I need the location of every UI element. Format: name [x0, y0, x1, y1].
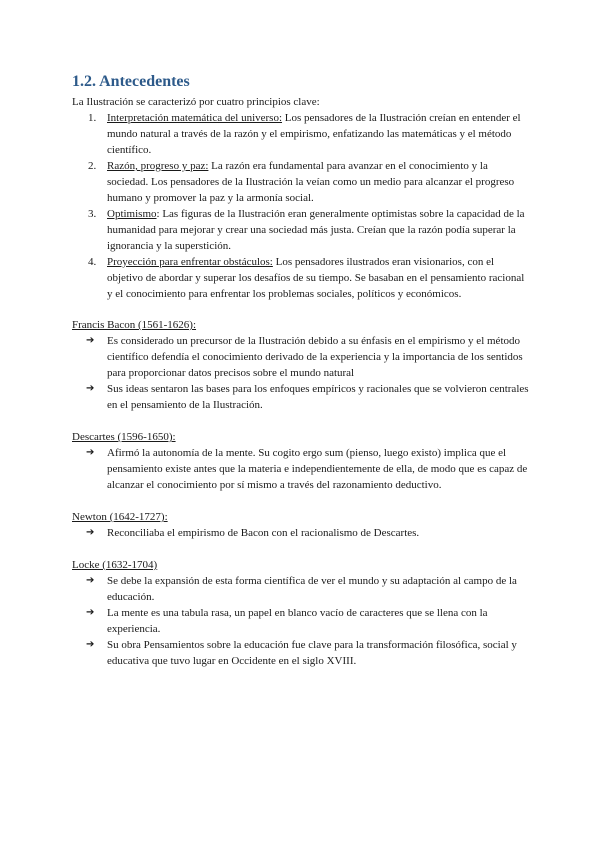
- principle-text: Los pensadores de la Ilustración creían en entender el mundo natural a través de la razón y el empirismo, enfatizando las matemáticas y el método científico.: [107, 112, 521, 156]
- principle-text: Los pensadores ilustrados eran visionarios, con el objetivo de abordar y superar los desafíos de su tiempo. Se basaban en el pensamiento racional y el conocimiento para enfrentar los problemas sociales, políticos y económicos.: [107, 256, 525, 300]
- arrow-icon: ➔: [86, 447, 95, 458]
- item-number: 3.: [88, 208, 97, 220]
- bullet-list: [72, 525, 530, 541]
- section-heading: 1.2. Antecedentes: [72, 73, 190, 90]
- bullet-item: [72, 333, 530, 381]
- principle-title: Razón, progreso y paz:: [107, 160, 209, 172]
- principle-item: [72, 254, 530, 302]
- principle-title: Optimismo: [107, 208, 157, 220]
- bullet-text: La mente es una tabula rasa, un papel en blanco vacío de caracteres que se llena con la experiencia.: [107, 607, 488, 635]
- arrow-icon: ➔: [86, 575, 95, 586]
- item-number: 1.: [88, 112, 97, 124]
- intro-text: La Ilustración se caracterizó por cuatro principios clave:: [72, 96, 320, 108]
- bullet-item: [72, 445, 530, 493]
- bullet-item: [72, 381, 530, 413]
- arrow-icon: ➔: [86, 527, 95, 538]
- bullet-text: Su obra Pensamientos sobre la educación fue clave para la transformación filosófica, social y educativa que tuvo lugar en Occidente en el siglo XVIII.: [107, 639, 517, 667]
- bullet-text: Se debe la expansión de esta forma científica de ver el mundo y su adaptación al campo de la educación.: [107, 575, 517, 603]
- bullet-text: Sus ideas sentaron las bases para los enfoques empíricos y racionales que se volvieron centrales en el pensamiento de la Ilustración.: [107, 383, 529, 411]
- arrow-icon: ➔: [86, 639, 95, 650]
- bullet-list: [72, 445, 530, 493]
- section-descartes: [72, 429, 530, 493]
- bullet-text: Reconciliaba el empirismo de Bacon con el racionalismo de Descartes.: [107, 527, 420, 539]
- bullet-text: Afirmó la autonomía de la mente. Su cogito ergo sum (pienso, luego existo) implica que el pensamiento existe antes que la materia e independientemente de ella, de modo que es capaz de alcanzar el conocimiento por sí mismo a través del razonamiento deductivo.: [107, 447, 528, 491]
- principle-title: Interpretación matemática del universo:: [107, 112, 283, 124]
- section-title: Newton (1642-1727):: [72, 511, 168, 523]
- item-number: 4.: [88, 256, 97, 268]
- bullet-item: [72, 573, 530, 605]
- section-locke: [72, 557, 530, 669]
- arrow-icon: ➔: [86, 335, 95, 346]
- bullet-item: [72, 605, 530, 637]
- document-content: [72, 72, 530, 669]
- principle-item: [72, 158, 530, 206]
- bullet-item: [72, 637, 530, 669]
- arrow-icon: ➔: [86, 383, 95, 394]
- section-bacon: [72, 317, 530, 413]
- principles-list: [72, 110, 530, 302]
- bullet-item: [72, 525, 530, 541]
- principle-item: [72, 110, 530, 158]
- principle-title: Proyección para enfrentar obstáculos:: [107, 256, 273, 268]
- bullet-list: [72, 573, 530, 669]
- section-title: Francis Bacon (1561-1626):: [72, 319, 197, 331]
- section-title: Descartes (1596-1650):: [72, 431, 176, 443]
- section-newton: [72, 509, 530, 541]
- bullet-text: Es considerado un precursor de la Ilustración debido a su énfasis en el empirismo y el método científico defendía el conocimiento derivado de la experiencia y la importancia de los sentidos para proporcionar datos precisos sobre el mundo natural: [107, 335, 523, 379]
- principle-text: La razón era fundamental para avanzar en el conocimiento y la sociedad. Los pensadores de la Ilustración la veían como un medio para alcanzar el progreso humano y promover la paz y la armonía social.: [107, 160, 515, 204]
- arrow-icon: ➔: [86, 607, 95, 618]
- principle-item: [72, 206, 530, 254]
- section-title: Locke (1632-1704): [72, 559, 158, 571]
- principle-text: : Las figuras de la Ilustración eran generalmente optimistas sobre la capacidad de la humanidad para mejorar y crear una sociedad más justa. Creían que la razón podía superar la ignorancia y la superstición.: [107, 208, 525, 252]
- item-number: 2.: [88, 160, 97, 172]
- bullet-list: [72, 333, 530, 413]
